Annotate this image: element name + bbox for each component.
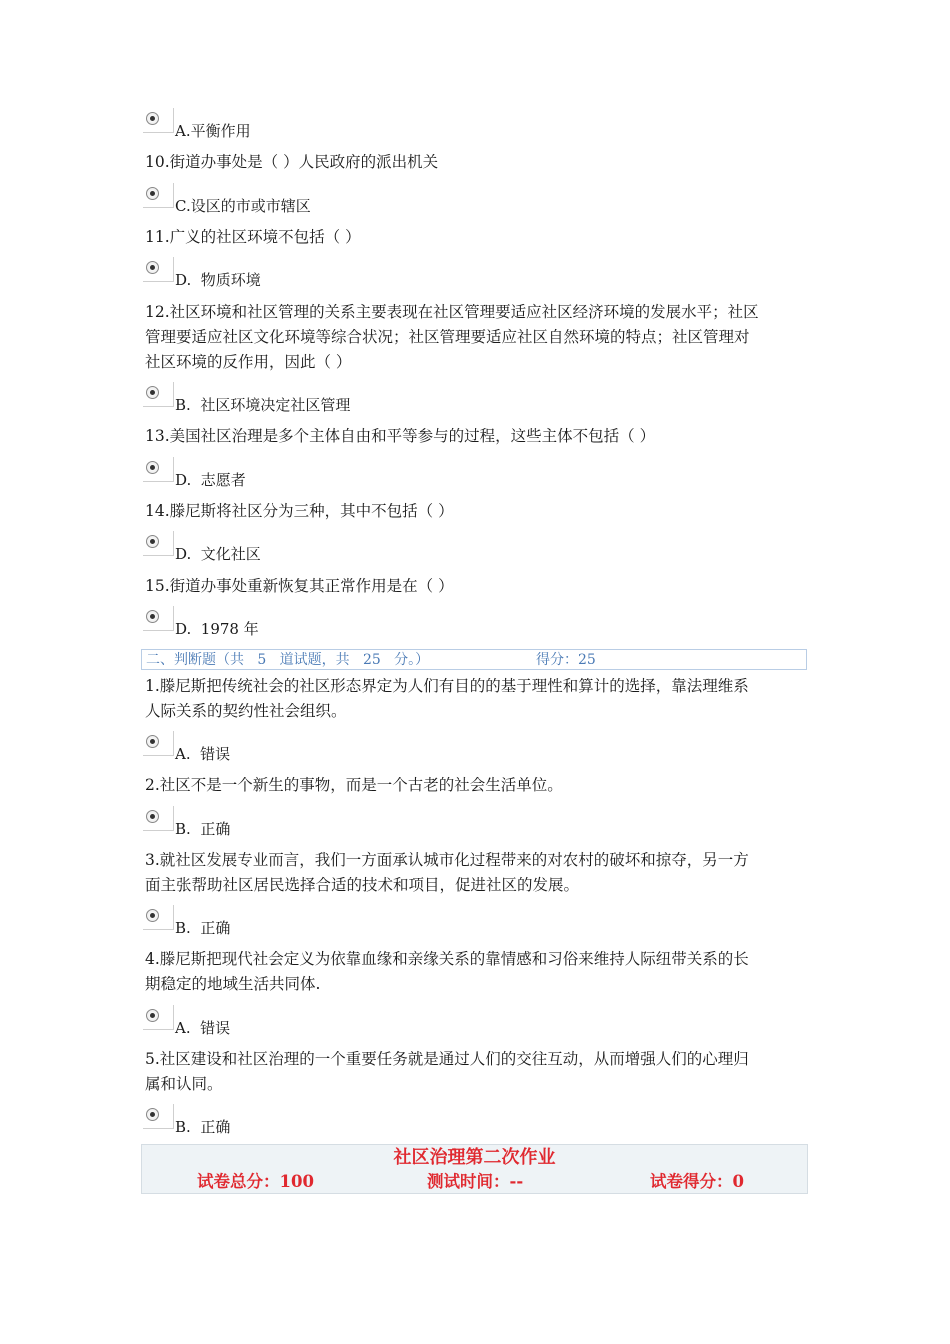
question-line: 人际关系的契约性社会组织。: [145, 702, 347, 720]
radio-box: [143, 1104, 174, 1129]
radio-selected-icon[interactable]: [146, 261, 159, 274]
answer-q9: [143, 108, 803, 142]
radio-box: [143, 806, 174, 831]
answer-q12: [143, 382, 803, 416]
answer-text: D. 文化社区: [175, 545, 261, 563]
answer-text: B. 正确: [175, 820, 231, 838]
answer-q14: [143, 531, 803, 565]
answer-text: C.设区的市或市辖区: [175, 197, 311, 215]
radio-selected-icon[interactable]: [146, 1108, 159, 1121]
exam-total-score: 试卷总分：100: [197, 1172, 314, 1191]
answer-text: B. 正确: [175, 919, 231, 937]
question-line: 社区环境的反作用，因此（ ）: [145, 353, 352, 371]
question-11: 11.广义的社区环境不包括（ ）: [145, 228, 361, 246]
question-line: 5.社区建设和社区治理的一个重要任务就是通过人们的交往互动，从而增强人们的心理归: [145, 1050, 749, 1068]
answer-text: B. 社区环境决定社区管理: [175, 396, 351, 414]
question-line: 属和认同。: [145, 1075, 223, 1093]
question-line: 4.滕尼斯把现代社会定义为依靠血缘和亲缘关系的靠情感和习俗来维持人际纽带关系的长: [145, 950, 749, 968]
question-line: 3.就社区发展专业而言，我们一方面承认城市化过程带来的对农村的破坏和掠夺，另一方: [145, 851, 749, 869]
question-15: 15.街道办事处重新恢复其正常作用是在（ ）: [145, 577, 454, 595]
answer-j4: [143, 1005, 803, 1039]
question-14: 14.滕尼斯将社区分为三种，其中不包括（ ）: [145, 502, 454, 520]
radio-box: [143, 905, 174, 930]
answer-text: D. 志愿者: [175, 471, 246, 489]
judgment-2: [145, 773, 810, 798]
answer-q10: [143, 183, 803, 217]
question-13: 13.美国社区治理是多个主体自由和平等参与的过程，这些主体不包括（ ）: [145, 427, 656, 445]
radio-box: [143, 183, 174, 208]
radio-selected-icon[interactable]: [146, 187, 159, 200]
exam-title: 社区治理第二次作业: [393, 1147, 556, 1168]
exam-header: [141, 1144, 808, 1194]
question-line: 2.社区不是一个新生的事物，而是一个古老的社会生活单位。: [145, 776, 563, 794]
radio-box: [143, 606, 174, 631]
question-line: 期稳定的地域生活共同体.: [145, 975, 321, 993]
judgment-5: [145, 1047, 810, 1097]
radio-selected-icon[interactable]: [146, 386, 159, 399]
radio-box: [143, 257, 174, 282]
section-title: 二、判断题（共 5 道试题，共 25 分。）: [146, 652, 430, 668]
question-line: 面主张帮助社区居民选择合适的技术和项目，促进社区的发展。: [145, 876, 580, 894]
answer-j3: [143, 905, 803, 939]
radio-box: [143, 731, 174, 756]
answer-text: B. 正确: [175, 1118, 231, 1136]
radio-box: [143, 457, 174, 482]
radio-selected-icon[interactable]: [146, 610, 159, 623]
radio-box: [143, 531, 174, 556]
radio-box: [143, 1005, 174, 1030]
radio-selected-icon[interactable]: [146, 535, 159, 548]
judgment-1: [145, 674, 810, 724]
radio-selected-icon[interactable]: [146, 909, 159, 922]
answer-j5: [143, 1104, 803, 1138]
question-line: 管理要适应社区文化环境等综合状况；社区管理要适应社区自然环境的特点；社区管理对: [145, 328, 750, 346]
question-10: 10.街道办事处是（ ）人民政府的派出机关: [145, 153, 439, 171]
answer-q13: [143, 457, 803, 491]
answer-j2: [143, 806, 803, 840]
question-line: 1.滕尼斯把传统社会的社区形态界定为人们有目的的基于理性和算计的选择，靠法理维系: [145, 677, 749, 695]
question-12: [145, 300, 810, 375]
answer-text: A. 错误: [175, 1019, 231, 1037]
section-header-judgment: [141, 649, 807, 670]
radio-selected-icon[interactable]: [146, 1009, 159, 1022]
exam-score: 试卷得分：0: [650, 1172, 744, 1191]
radio-selected-icon[interactable]: [146, 461, 159, 474]
answer-q11: [143, 257, 803, 291]
answer-text: D. 1978 年: [175, 620, 259, 638]
answer-j1: [143, 731, 803, 765]
radio-box: [143, 108, 174, 133]
radio-box: [143, 382, 174, 407]
judgment-4: [145, 947, 810, 997]
exam-time: 测试时间：--: [427, 1172, 524, 1191]
answer-text: A. 错误: [175, 745, 231, 763]
radio-selected-icon[interactable]: [146, 112, 159, 125]
answer-q15: [143, 606, 803, 640]
question-line: 12.社区环境和社区管理的关系主要表现在社区管理要适应社区经济环境的发展水平；社区: [145, 303, 759, 321]
radio-selected-icon[interactable]: [146, 810, 159, 823]
radio-selected-icon[interactable]: [146, 735, 159, 748]
answer-text: A.平衡作用: [175, 122, 251, 140]
answer-text: D. 物质环境: [175, 271, 261, 289]
section-score: 得分：25: [536, 652, 596, 668]
judgment-3: [145, 848, 810, 898]
